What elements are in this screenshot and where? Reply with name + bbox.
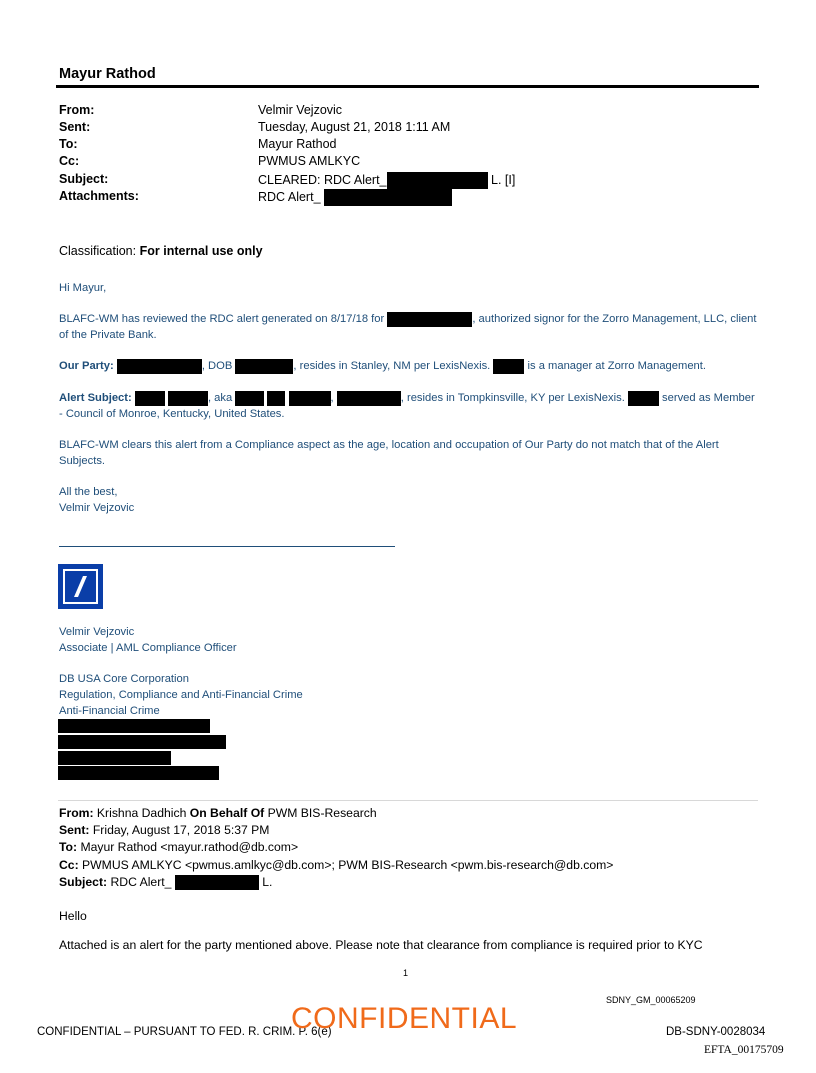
- classification: [59, 244, 263, 258]
- message-separator: [58, 800, 758, 801]
- fwd-to-value[interactable]: Mayur Rathod <mayur.rathod@db.com>: [80, 840, 299, 854]
- fwd-subject: [59, 875, 272, 890]
- signature-divider: [59, 546, 395, 547]
- redaction-box: [289, 391, 331, 406]
- fwd-subject-label: Subject:: [59, 875, 108, 889]
- redaction-box: [168, 391, 208, 406]
- p1-text-b: , authorized signor for the Zorro Management, LLC, client of the Private Bank.: [59, 313, 757, 341]
- fwd-to-label: To:: [59, 840, 78, 854]
- subject-suffix: L. [I]: [491, 172, 516, 187]
- classification-value: For internal use only: [139, 244, 263, 258]
- signature-company: DB USA Core Corporation: [59, 673, 189, 685]
- greeting: Hi Mayur,: [59, 282, 107, 294]
- redaction-box: [324, 189, 452, 206]
- fwd-from: [59, 806, 377, 820]
- redaction-box: [235, 359, 293, 374]
- mailbox-owner: Mayur Rathod: [59, 66, 156, 82]
- redaction-box: [267, 391, 285, 406]
- footer-confidential-notice: CONFIDENTIAL – PURSUANT TO FED. R. CRIM. P. 6(e): [37, 1026, 332, 1038]
- fwd-on-behalf: On Behalf Of: [189, 806, 265, 820]
- bates-number: SDNY_GM_00065209: [606, 995, 696, 1005]
- classification-label: Classification:: [59, 244, 137, 258]
- paragraph-alert-subject: [59, 390, 759, 422]
- from-label: From:: [59, 103, 95, 117]
- p2-text-b: , resides in Stanley, NM per LexisNexis.: [293, 360, 491, 372]
- message-hello: Hello: [59, 909, 87, 923]
- header-divider: [56, 85, 759, 88]
- deutsche-bank-logo-icon: [58, 564, 103, 609]
- redaction-box: [58, 766, 219, 780]
- redaction-box: [58, 735, 226, 749]
- fwd-from-rest: PWM BIS-Research: [267, 806, 377, 820]
- fwd-from-name: Krishna Dadhich: [96, 806, 187, 820]
- p2-text-a: , DOB: [201, 360, 233, 372]
- p3-text-d: served as Member - Council of Monroe, Kentucky, United States.: [59, 392, 755, 420]
- fwd-subject-prefix: RDC Alert_: [110, 875, 172, 889]
- redaction-box: [58, 751, 171, 765]
- sent-label: Sent:: [59, 120, 91, 134]
- subject-label: Subject:: [59, 172, 109, 186]
- footer-doc-id: DB-SDNY-0028034: [666, 1026, 766, 1038]
- from-value: Velmir Vejzovic: [258, 103, 343, 117]
- attachments-label: Attachments:: [59, 189, 139, 203]
- p3-text-a: , aka: [207, 392, 233, 404]
- alert-subject-label: Alert Subject:: [59, 392, 132, 404]
- signature-title: Associate | AML Compliance Officer: [59, 642, 237, 654]
- redaction-box: [493, 359, 524, 374]
- redaction-box: [175, 875, 259, 890]
- subject-value: [258, 172, 515, 189]
- signature-unit: Anti-Financial Crime: [59, 705, 160, 717]
- signature-department: Regulation, Compliance and Anti-Financial Crime: [59, 689, 303, 701]
- fwd-sent: [59, 823, 269, 837]
- p2-text-c: is a manager at Zorro Management.: [527, 360, 706, 372]
- subject-prefix: CLEARED: RDC Alert_: [258, 172, 387, 187]
- attachment-name[interactable]: RDC Alert_: [258, 189, 321, 204]
- paragraph-review: [59, 311, 759, 343]
- redaction-box: [337, 391, 401, 406]
- redaction-box: [235, 391, 264, 406]
- signature-name: Velmir Vejzovic: [59, 626, 135, 638]
- cc-value: PWMUS AMLKYC: [258, 154, 361, 168]
- closing: All the best,: [59, 486, 118, 498]
- to-value: Mayur Rathod: [258, 137, 337, 151]
- fwd-to: [59, 840, 298, 854]
- cc-label: Cc:: [59, 154, 80, 168]
- our-party-label: Our Party:: [59, 360, 114, 372]
- redaction-box: [135, 391, 165, 406]
- logo-frame: [63, 569, 98, 604]
- confidential-stamp: CONFIDENTIAL: [291, 1002, 518, 1035]
- fwd-subject-suffix: L.: [262, 875, 273, 889]
- paragraph-our-party: [59, 358, 759, 374]
- redaction-box: [387, 172, 488, 189]
- redaction-box: [58, 719, 210, 733]
- fwd-cc: [59, 858, 613, 872]
- sent-value: Tuesday, August 21, 2018 1:11 AM: [258, 120, 451, 134]
- fwd-cc-label: Cc:: [59, 858, 79, 872]
- fwd-cc-value[interactable]: PWMUS AMLKYC <pwmus.amlkyc@db.com>; PWM BIS-Research <pwm.bis-research@db.com>: [82, 858, 614, 872]
- p3-text-c: , resides in Tompkinsville, KY per LexisNexis.: [400, 392, 625, 404]
- p1-text-a: BLAFC-WM has reviewed the RDC alert generated on 8/17/18 for: [59, 313, 385, 325]
- closing-name: Velmir Vejzovic: [59, 502, 135, 514]
- logo-slash-icon: [65, 571, 96, 602]
- paragraph-clearance: BLAFC-WM clears this alert from a Compliance aspect as the age, location and occupation of Our Party do not match that of the Alert Subjects.: [59, 439, 719, 467]
- redaction-box: [387, 312, 472, 327]
- page-number: 1: [403, 968, 409, 978]
- footer-efta-id: EFTA_00175709: [704, 1044, 784, 1056]
- attachments-value: [258, 189, 452, 206]
- fwd-from-label: From:: [59, 806, 94, 820]
- redaction-box: [117, 359, 202, 374]
- p3-text-b: ,: [330, 392, 334, 404]
- redaction-box: [628, 391, 659, 406]
- fwd-sent-label: Sent:: [59, 823, 90, 837]
- to-label: To:: [59, 137, 78, 151]
- fwd-sent-value: Friday, August 17, 2018 5:37 PM: [92, 823, 270, 837]
- message-line: Attached is an alert for the party mentioned above. Please note that clearance from compliance is required prior to KYC: [59, 938, 703, 952]
